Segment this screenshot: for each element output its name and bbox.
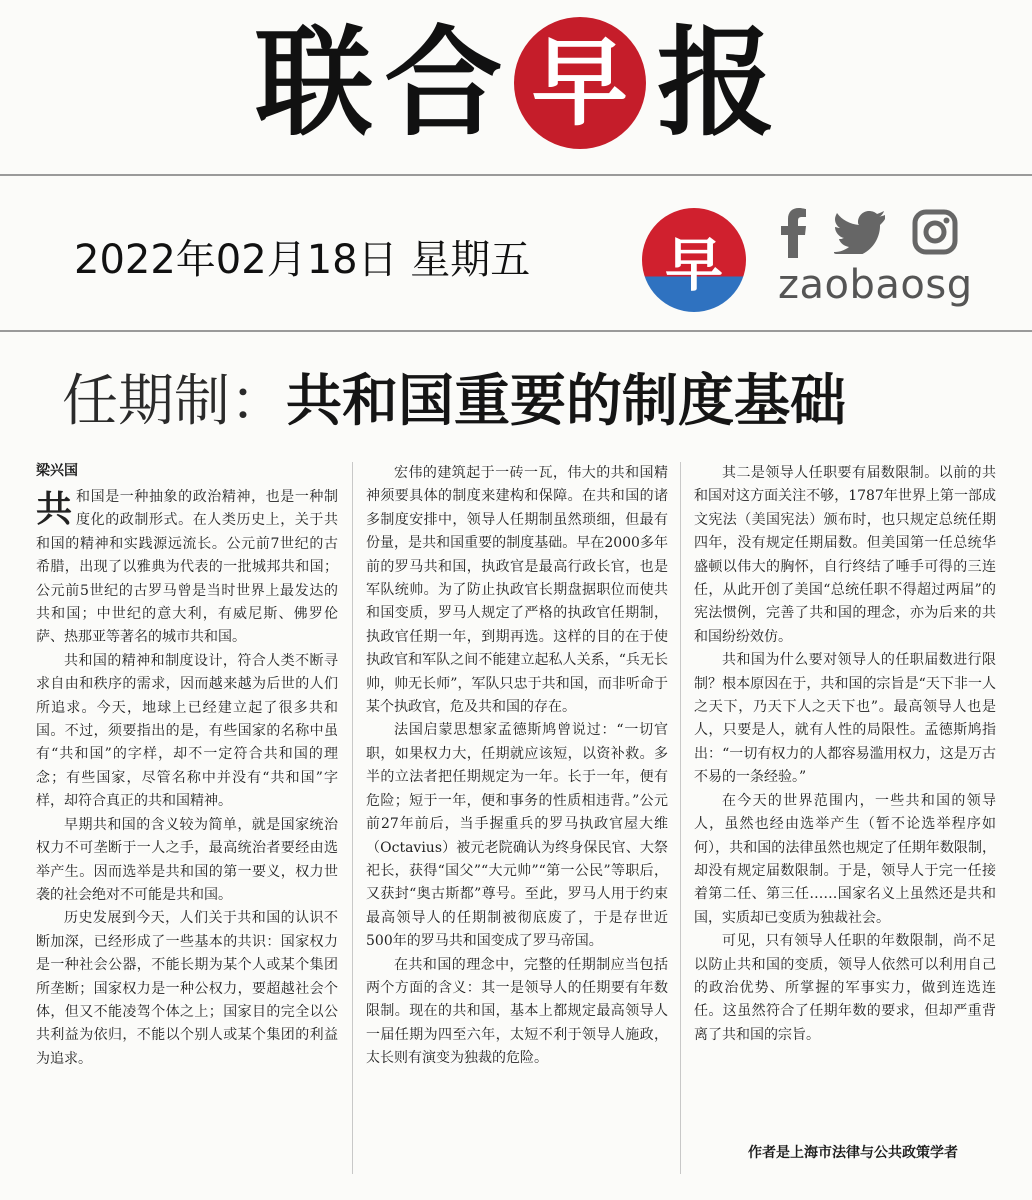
- social-icons: [778, 206, 958, 258]
- author-byline: 作者是上海市法律与公共政策学者: [748, 1145, 958, 1161]
- social-handle: zaobaosg: [778, 262, 973, 308]
- logo-char: 早: [664, 231, 723, 299]
- paragraph: 其二是领导人任职要有届数限制。以前的共和国对这方面关注不够，1787年世界上第一部成文宪法（美国宪法）颁布时，也只规定总统任期四年，没有规定任期届数。但美国第一任总统华盛顿以伟大的胸怀，自行终结了唾手可得的三连任，从此开创了美国“总统任职不得超过两届”的宪法惯例，完善了共和国的理念，亦为后来的共和国纷纷效仿。: [694, 465, 996, 645]
- paragraph: 法国启蒙思想家孟德斯鸠曾说过：“一切官职，如果权力大，任期就应该短，以资补救。多半的立法者把任期规定为一年。长于一年，便有危险；短于一年，便和事务的性质相违背。”公元前27年前后，当手握重兵的罗马执政官屋大维（Octavius）被元老院确认为终身保民官、大祭祀长，获得“国父”“大元帅”“第一公民”等职后，又获封“奥古斯都”尊号。至此，罗马人用于约束最高领导人的任期制被彻底废了，于是存世近500年的罗马共和国变成了罗马帝国。: [366, 722, 668, 950]
- paragraph: 宏伟的建筑起于一砖一瓦，伟大的共和国精神须要具体的制度来建构和保障。在共和国的诸多制度安排中，领导人任期制虽然琐细，但最有份量，是共和国重要的制度基础。早在2000多年前的罗马共和国，执政官是最高行政长官，也是军队统帅。为了防止执政官长期盘据职位而使共和国变质，罗马人规定了严格的执政官任期制，执政官任期一年，到期再选。这样的目的在于使执政官和军队之间不能建立起私人关系，“兵无长帅，帅无长师”，军队只忠于共和国，而非听命于某个执政官，危及共和国的存在。: [366, 465, 668, 716]
- article-headline: [62, 362, 1022, 442]
- paragraph-text: 和国是一种抽象的政治精神，也是一种制度化的政制形式。在人类历史上，关于共和国的精神和实践源远流长。公元前7世纪的古希腊，出现了以雅典为代表的一批城邦共和国；公元前5世纪的古罗马曾是当时世界上最发达的共和国；中世纪的意大利，有威尼斯、佛罗伦萨、热那亚等著名的城市共和国。: [36, 489, 338, 646]
- paragraph: 共和国的精神和制度设计，符合人类不断寻求自由和秩序的需求，因而越来越为后世的人们所追求。今天，地球上已经建立起了很多共和国。不过，须要指出的是，有些国家的名称中虽有“共和国”的字样，却不一定符合共和国的理念；有些国家，尽管名称中并没有“共和国”字样，却符合真正的共和国精神。: [36, 652, 338, 810]
- facebook-icon[interactable]: [778, 206, 808, 258]
- headline-main: 共和国重要的制度基础: [286, 369, 846, 434]
- paragraph: 共和国为什么要对领导人的任职届数进行限制？根本原因在于，共和国的宗旨是“天下非一人之天下，乃天下人之天下也”。最高领导人也是人，只要是人，就有人性的局限性。孟德斯鸠指出：“一切有权力的人都容易滥用权力，这是万古不易的一条经验。”: [694, 652, 996, 786]
- divider: [0, 174, 1032, 176]
- article-column-2: [366, 462, 668, 1168]
- paragraph: [36, 486, 338, 650]
- paragraph: 在共和国的理念中，完整的任期制应当包括两个方面的含义：其一是领导人的任期要有年数限制。现在的共和国，基本上都规定最高领导人一届任期为四至六年，太短不利于领导人施政，太长则有演变为独裁的危险。: [366, 956, 668, 1067]
- column-divider: [680, 462, 681, 1174]
- masthead-title: [255, 13, 775, 152]
- masthead-char: 联: [255, 13, 374, 152]
- paragraph: 早期共和国的含义较为简单，就是国家统治权力不可垄断于一人之手，最高统治者要经由选举产生。因而选举是共和国的第一要义，权力世袭的社会绝对不可能是共和国。: [36, 816, 338, 903]
- paragraph: 在今天的世界范围内，一些共和国的领导人，虽然也经由选举产生（暂不论选举程序如何），共和国的法律虽然也规定了任期年数限制，却没有规定届数限制。于是，领导人于完一任接着第二任、第三任……国家名义上虽然还是共和国，实质却已变质为独裁社会。: [694, 792, 996, 926]
- masthead-char: 报: [656, 13, 775, 152]
- paragraph: 历史发展到今天，人们关于共和国的认识不断加深，已经形成了一些基本的共识：国家权力是一种社会公器，不能长期为某个人或某个集团所垄断；国家权力是一种公权力，要超越社会个体，但又不能凌驾个体之上；国家目的完全以公共利益为依归，不能以个别人或某个集团的利益为追求。: [36, 910, 338, 1067]
- article-column-3: [694, 462, 996, 1138]
- masthead-seal-char: 早: [531, 26, 628, 139]
- paragraph: 可见，只有领导人任职的年数限制，尚不足以防止共和国的变质，领导人依然可以利用自己的政治优势、所掌握的军事实力，做到连选连任。这虽然符合了任期年数的要求，但却严重背离了共和国的宗旨。: [694, 933, 996, 1043]
- publication-date: 2022年02月18日 星期五: [74, 237, 531, 283]
- twitter-icon[interactable]: [834, 210, 886, 254]
- article-column-1: [36, 486, 338, 1170]
- instagram-icon[interactable]: [912, 209, 958, 255]
- drop-cap: 共: [36, 489, 73, 530]
- masthead: [0, 0, 1032, 170]
- column-divider: [352, 462, 353, 1174]
- masthead-char: 合: [384, 13, 503, 152]
- zaobao-logo: [642, 208, 746, 312]
- headline-prefix: 任期制：: [62, 369, 286, 434]
- author-name: 梁兴国: [36, 463, 78, 479]
- divider: [0, 330, 1032, 332]
- masthead-seal: [514, 17, 646, 149]
